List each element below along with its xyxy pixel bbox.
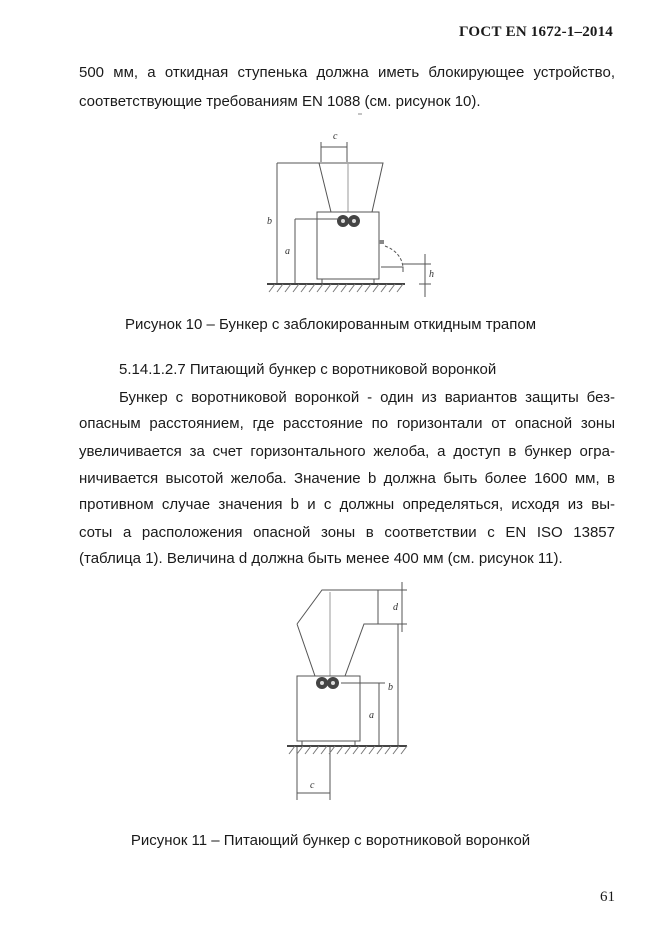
paragraph2-line-6: соты a расположения опасной зоны в соответствии с EN ISO 13857 [79,524,615,541]
fig10-folding-step [381,246,429,272]
fig11-dimension-b [388,624,398,746]
figure-10-diagram [255,112,440,302]
fig10-label-b: b [267,216,272,227]
fig10-dimension-c [321,131,347,162]
section-heading: 5.14.1.2.7 Питающий бункер с воротниковой воронкой [119,361,497,378]
fig11-label-b: b [388,682,393,693]
figure-11-caption: Рисунок 11 – Питающий бункер с воротниковой воронкой [130,832,531,849]
fig11-rollers [316,677,339,689]
paragraph2-line-5: противном случае значения b и c должны определяться, исходя из вы- [79,496,615,513]
fig11-dimension-a [341,683,385,746]
fig11-label-c: c [310,780,315,791]
fig11-ground [287,746,407,754]
paragraph2-line-1: Бункер с воротниковой воронкой - один из вариантов защиты без- [119,389,615,406]
fig11-label-a: a [369,710,374,721]
fig10-dimension-b [267,163,319,284]
fig10-label-h: h [429,269,434,280]
paragraph2-line-4: ничивается высотой желоба. Значение b должна быть более 1600 мм, в [79,470,615,487]
fig11-dimension-d [378,582,407,632]
fig10-label-a: a [285,246,290,257]
paragraph2-line-2: опасным расстоянием, где расстояние по горизонтали от опасной зоны [79,415,615,432]
fig10-dimension-a [285,219,339,284]
fig10-dimension-h [419,254,434,297]
fig10-label-c: c [333,131,338,142]
page-number: 61 [600,889,615,905]
paragraph1-line-2: соответствующие требованиям EN 1088 (см. рисунок 10). [79,93,481,110]
fig10-hopper [319,163,383,212]
document-header: ГОСТ EN 1672-1–2014 [459,24,613,40]
figure-10-caption: Рисунок 10 – Бункер с заблокированным откидным трапом [124,316,537,333]
fig10-rollers [337,215,360,227]
paragraph2-line-3: увеличивается за счет горизонтального желоба, а доступ в бункер огра- [79,443,615,460]
fig11-label-d: d [393,602,398,613]
paragraph2-line-7: (таблица 1). Величина d должна быть менее 400 мм (см. рисунок 11). [79,550,563,567]
figure-11-diagram [275,580,435,805]
fig10-ground [267,284,405,292]
paragraph1-line-1: 500 мм, а откидная ступенька должна иметь блокирующее устройство, [79,64,615,81]
fig11-collar-hopper [297,590,378,676]
